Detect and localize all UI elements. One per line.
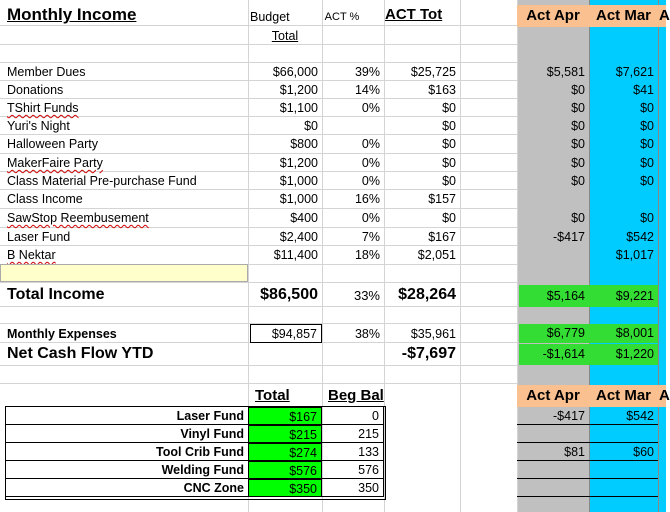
fund-beg-bal: 0	[322, 407, 384, 425]
fund-label: Welding Fund	[6, 461, 248, 479]
income-row-apr: $5,581	[546, 65, 585, 79]
income-row-budget: $2,400	[279, 230, 318, 244]
fund-total: $215	[248, 425, 322, 443]
income-row-label: Class Material Pre-purchase Fund	[7, 174, 197, 188]
income-row-budget: $1,000	[279, 174, 318, 188]
net-cash-mar: $1,220	[589, 344, 658, 365]
income-row-pct: 0%	[361, 101, 380, 115]
net-cash-tot: -$7,697	[401, 345, 456, 362]
income-row-budget: $1,000	[279, 192, 318, 206]
income-row-label: TShirt Funds	[7, 101, 79, 115]
income-row-label: Halloween Party	[7, 137, 99, 151]
income-row-tot: $2,051	[417, 248, 456, 262]
act-pct-header: ACT %	[324, 11, 360, 23]
income-row-apr	[517, 190, 589, 208]
income-row-label: Donations	[7, 83, 64, 97]
income-row-apr: -$417	[553, 230, 585, 244]
funds-total-header: Total	[255, 387, 290, 404]
income-row-pct: 16%	[354, 192, 380, 206]
income-row-mar: $0	[640, 137, 654, 151]
income-row-label: MakerFaire Party	[7, 156, 103, 170]
fund-mar: $60	[589, 443, 658, 461]
fund-beg-bal: 133	[322, 443, 384, 461]
income-row-budget: $0	[304, 119, 318, 133]
next-col-header: A	[658, 5, 666, 27]
income-row-apr	[517, 246, 589, 264]
funds-act-mar-header: Act Mar	[589, 385, 658, 407]
total-header: Total	[271, 29, 299, 43]
income-row-apr: $0	[571, 211, 585, 225]
income-row-pct: 39%	[354, 65, 380, 79]
income-row-budget: $66,000	[272, 65, 318, 79]
monthly-expenses-tot: $35,961	[410, 327, 456, 341]
total-income-mar: $9,221	[589, 285, 658, 307]
income-row-tot: $0	[442, 119, 456, 133]
monthly-expenses-pct: 38%	[354, 327, 380, 341]
income-row-tot: $163	[428, 83, 456, 97]
blank-input-cell[interactable]	[0, 264, 248, 282]
fund-total: $576	[248, 461, 322, 479]
fund-apr	[517, 425, 589, 443]
act-tot-header: ACT Tot	[385, 6, 443, 23]
income-row-tot: $0	[442, 174, 456, 188]
income-row-pct: 18%	[354, 248, 380, 262]
monthly-expenses-label: Monthly Expenses	[7, 327, 117, 341]
fund-total: $167	[248, 407, 322, 425]
income-row-label: SawStop Reembusement	[7, 211, 149, 225]
fund-label: Laser Fund	[6, 407, 248, 425]
income-row-tot: $0	[442, 137, 456, 151]
fund-label: Vinyl Fund	[6, 425, 248, 443]
fund-apr: -$417	[517, 407, 589, 425]
income-row-apr: $0	[571, 137, 585, 151]
fund-apr	[517, 461, 589, 479]
fund-mar	[589, 479, 658, 497]
income-row-pct: 14%	[354, 83, 380, 97]
fund-apr: $81	[517, 443, 589, 461]
income-row-pct: 7%	[361, 230, 380, 244]
income-row-mar	[589, 190, 658, 208]
income-row-apr: $0	[571, 101, 585, 115]
income-row-mar: $0	[640, 101, 654, 115]
budget-header: Budget	[250, 10, 290, 24]
income-row-budget: $1,200	[279, 156, 318, 170]
funds-beg-bal-header: Beg Bal	[328, 387, 384, 404]
income-row-pct: 0%	[361, 174, 380, 188]
funds-act-apr-header: Act Apr	[517, 385, 589, 407]
income-row-budget: $11,400	[273, 248, 318, 262]
income-row-budget: $400	[290, 211, 318, 225]
monthly-expenses-apr: $6,779	[519, 324, 589, 343]
income-row-budget: $800	[290, 137, 318, 151]
fund-beg-bal: 350	[322, 479, 384, 497]
income-row-mar: $0	[640, 211, 654, 225]
income-row-label: Member Dues	[7, 65, 86, 79]
fund-mar	[589, 425, 658, 443]
fund-label: CNC Zone	[6, 479, 248, 497]
fund-beg-bal: 576	[322, 461, 384, 479]
fund-label: Tool Crib Fund	[6, 443, 248, 461]
income-row-mar: $0	[640, 119, 654, 133]
income-row-tot: $157	[428, 192, 456, 206]
income-row-pct	[322, 117, 384, 135]
fund-beg-bal: 215	[322, 425, 384, 443]
income-row-mar: $0	[640, 174, 654, 188]
income-row-apr: $0	[571, 174, 585, 188]
net-cash-label: Net Cash Flow YTD	[7, 345, 154, 362]
income-row-tot: $167	[428, 230, 456, 244]
income-row-pct: 0%	[361, 137, 380, 151]
income-row-mar: $7,621	[615, 65, 654, 79]
monthly-expenses-mar: $8,001	[589, 324, 658, 343]
income-row-apr: $0	[571, 156, 585, 170]
income-row-apr: $0	[571, 119, 585, 133]
income-row-apr: $0	[571, 83, 585, 97]
fund-total: $274	[248, 443, 322, 461]
income-row-budget: $1,200	[279, 83, 318, 97]
income-row-mar: $0	[640, 156, 654, 170]
income-row-tot: $0	[442, 156, 456, 170]
fund-mar: $542	[589, 407, 658, 425]
income-row-label: B Nektar	[7, 248, 56, 262]
income-row-budget: $1,100	[279, 101, 318, 115]
income-row-mar: $542	[626, 230, 654, 244]
total-income-tot: $28,264	[398, 286, 456, 303]
income-row-mar: $41	[633, 83, 654, 97]
fund-mar	[589, 461, 658, 479]
total-income-budget: $86,500	[260, 286, 318, 303]
fund-total: $350	[248, 479, 322, 497]
income-row-tot: $0	[442, 101, 456, 115]
act-mar-header: Act Mar	[589, 5, 658, 27]
income-row-label: Class Income	[7, 192, 83, 206]
income-row-pct: 0%	[361, 156, 380, 170]
monthly-expenses-budget: $94,857	[250, 324, 322, 343]
income-row-tot: $0	[442, 211, 456, 225]
total-income-label: Total Income	[7, 286, 105, 303]
page-title: Monthly Income	[7, 5, 137, 24]
net-cash-apr: -$1,614	[519, 344, 589, 365]
income-row-mar: $1,017	[615, 248, 654, 262]
income-row-label: Laser Fund	[7, 230, 71, 244]
income-row-label: Yuri's Night	[7, 119, 70, 133]
funds-next-col-header: A	[658, 385, 666, 407]
fund-apr	[517, 479, 589, 497]
income-row-pct: 0%	[361, 211, 380, 225]
income-row-tot: $25,725	[410, 65, 456, 79]
act-apr-header: Act Apr	[517, 5, 589, 27]
total-income-apr: $5,164	[519, 285, 589, 307]
total-income-pct: 33%	[353, 288, 380, 303]
